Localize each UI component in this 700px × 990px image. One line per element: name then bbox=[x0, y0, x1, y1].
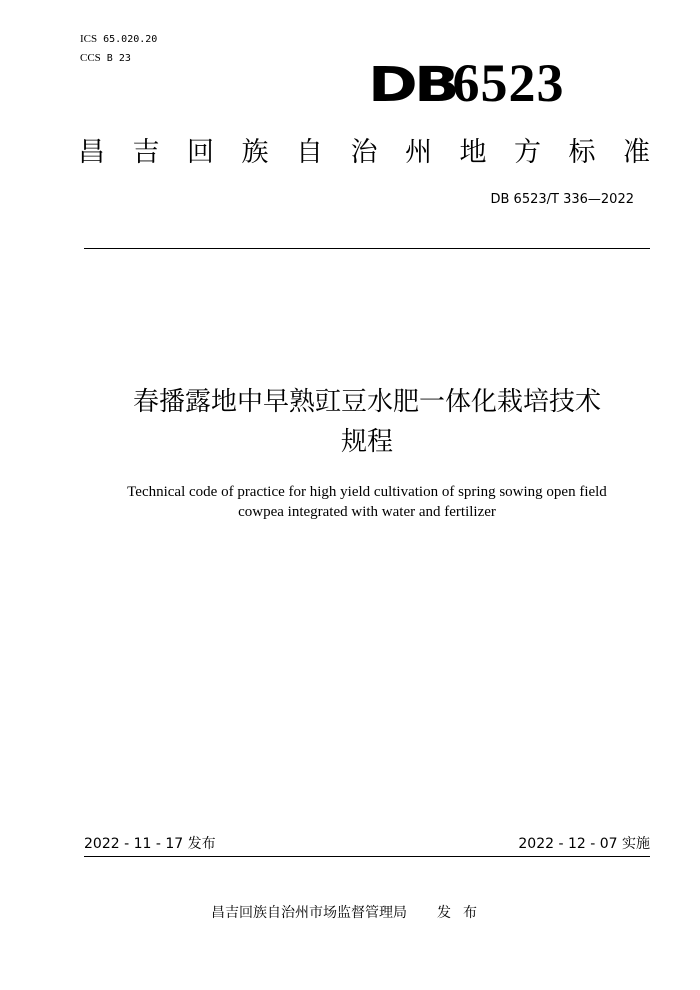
standard-type-char: 方 bbox=[514, 137, 541, 168]
db-logo-prefix: DB bbox=[368, 57, 457, 113]
standard-type-char: 标 bbox=[568, 137, 596, 168]
title-english bbox=[70, 482, 664, 522]
standard-type-char: 族 bbox=[241, 137, 269, 168]
standard-type-char: 吉 bbox=[132, 137, 160, 168]
standard-type-char: 州 bbox=[405, 137, 432, 168]
issuer bbox=[0, 902, 700, 922]
ics-code: 65.020.20 bbox=[103, 34, 158, 45]
top-divider bbox=[84, 248, 650, 249]
ccs-code: B 23 bbox=[106, 53, 131, 64]
ccs-label: CCS bbox=[80, 52, 101, 64]
standard-type-char: 地 bbox=[459, 137, 487, 168]
issuer-name: 昌吉回族自治州市场监督管理局 bbox=[211, 905, 407, 921]
implementation-date: 2022 - 12 - 07 实施 bbox=[518, 836, 650, 852]
title-chinese-line1: 春播露地中早熟豇豆水肥一体化栽培技术 bbox=[132, 387, 601, 417]
ccs-classification bbox=[80, 52, 131, 64]
standard-type-char: 昌 bbox=[78, 137, 105, 168]
ics-label: ICS bbox=[80, 33, 98, 45]
standard-number: DB 6523/T 336—2022 bbox=[490, 192, 634, 207]
title-chinese bbox=[70, 382, 664, 462]
standard-type-char: 回 bbox=[187, 137, 214, 168]
issuer-action: 发布 bbox=[437, 905, 489, 921]
db-logo-number: 6523 bbox=[452, 53, 565, 113]
standard-type-heading bbox=[78, 136, 650, 170]
issue-date: 2022 - 11 - 17 发布 bbox=[84, 836, 216, 852]
title-english-line2: cowpea integrated with water and fertilizer bbox=[238, 504, 496, 520]
standard-type-char: 自 bbox=[296, 137, 323, 168]
standard-type-char: 治 bbox=[350, 137, 378, 168]
db-logo bbox=[368, 53, 565, 113]
standard-type-char: 准 bbox=[623, 137, 650, 168]
bottom-divider bbox=[84, 856, 650, 857]
title-english-line1: Technical code of practice for high yield cultivation of spring sowing open field bbox=[127, 484, 607, 500]
title-chinese-line2: 规程 bbox=[340, 427, 393, 457]
ics-classification bbox=[80, 33, 157, 45]
